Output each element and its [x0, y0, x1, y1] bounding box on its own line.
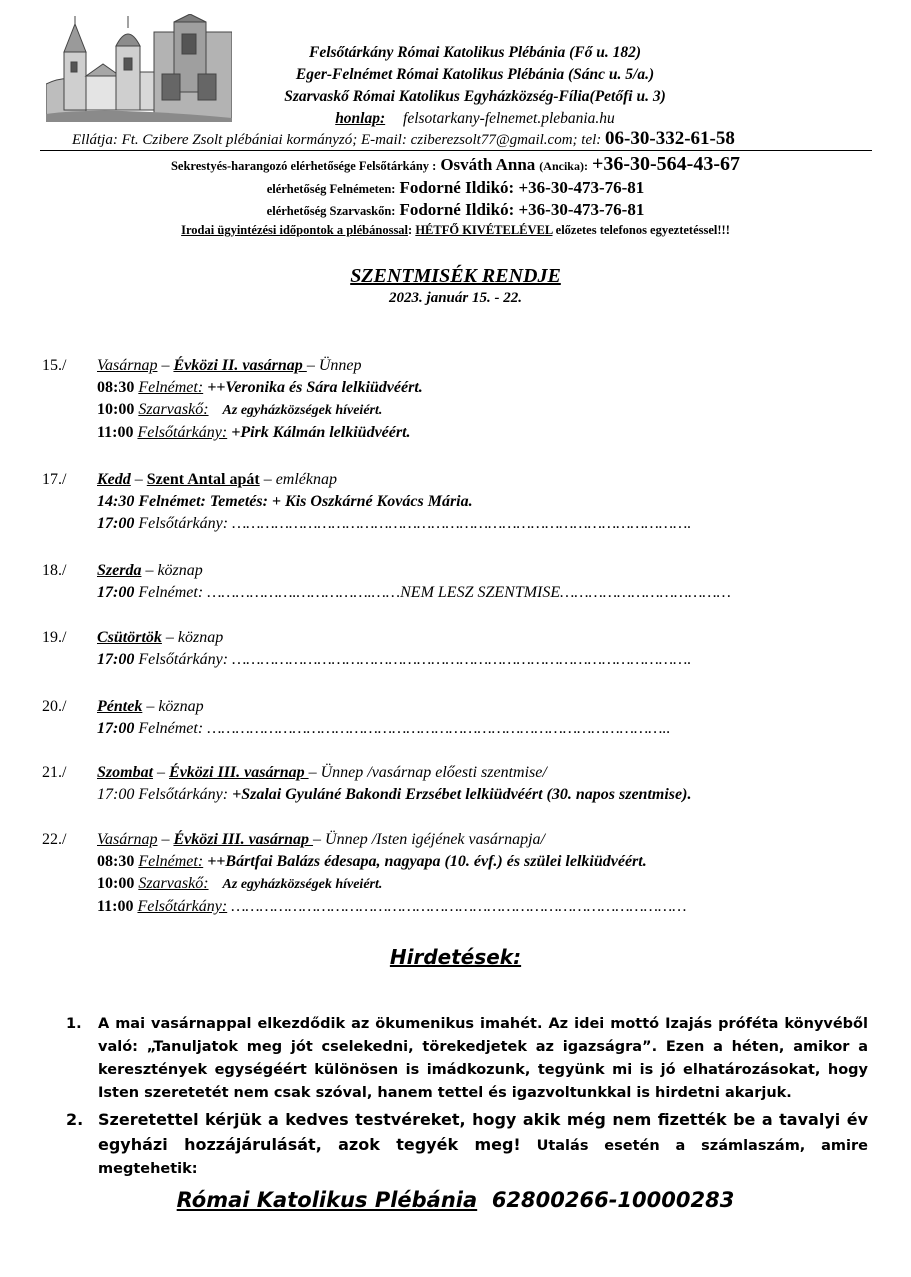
office-label: Irodai ügyintézési időpontok a plébánossal: [181, 223, 409, 237]
mass-place: Szarvaskő:: [138, 401, 209, 418]
mass-time: 17:00: [97, 786, 135, 803]
mass-row: [97, 513, 872, 535]
mass-row: [97, 873, 872, 896]
mass-intention: ……………………………………………………………………………………..: [207, 720, 671, 737]
day-heading: [97, 627, 872, 649]
mass-row: [97, 399, 872, 422]
mass-row: [97, 896, 872, 918]
day-number: 22./: [42, 831, 67, 848]
feast-type: – Ünnep: [306, 357, 362, 374]
feast-name: Évközi III. vasárnap: [169, 764, 309, 781]
mass-row: [97, 582, 872, 604]
day-22: [42, 829, 872, 918]
announcement-text: A mai vasárnappal elkezdődik az ökumenikus imahét. Az idei mottó Izajás próféta könyvéből való: „Tanuljatok meg jót cselekedni, törekedjetek az igazságra”. Ezen a héten, amikor a keresztények egységéért különösen is imádkozunk, tegyünk mi is jó elhatározásokat, hogy Isten szeretetét nem csak szóval, hanem tettel és igazvoltunkkal is hirdetni akarjuk.: [98, 1016, 868, 1101]
day-20: [42, 696, 872, 740]
feast-type: – emléknap: [259, 471, 337, 488]
contact-label: elérhetőség Felnémeten:: [266, 182, 396, 196]
day-heading: [97, 560, 872, 582]
office-note: előzetes telefonos egyeztetéssel!!!: [552, 223, 730, 237]
day-19: [42, 627, 872, 671]
contact-szarvasko: [0, 200, 911, 220]
day-number: 15./: [42, 357, 67, 374]
mass-row: [97, 784, 872, 806]
announcement-2: [66, 1108, 868, 1181]
feast-type: – Ünnep /Isten igéjének vasárnapja/: [313, 831, 545, 848]
day-heading: [97, 469, 872, 491]
feast-type: – köznap: [141, 562, 203, 579]
mass-place: Felsőtárkány:: [137, 898, 228, 915]
mass-intention: …………………………………………………………………………………….: [232, 651, 692, 668]
mass-row: [97, 377, 872, 399]
feast-type: – köznap: [161, 629, 224, 646]
mass-place: Felsőtárkány:: [138, 651, 229, 668]
day-number: 18./: [42, 562, 67, 579]
contact-value: Fodorné Ildikó: +36-30-473-76-81: [399, 200, 645, 219]
day-number: 19./: [42, 629, 67, 646]
mass-row: [97, 422, 872, 444]
priest-phone: 06-30-332-61-58: [605, 128, 735, 149]
mass-place: Felsőtárkány:: [138, 515, 229, 532]
mass-intention: ++Veronika és Sára lelkiüdvéért.: [207, 379, 423, 396]
feast-name: Évközi II. vasárnap: [173, 357, 307, 374]
mass-intention: Temetés: + Kis Oszkárné Kovács Mária.: [209, 493, 473, 510]
priest-contact: [72, 128, 872, 150]
contact-label: elérhetőség Szarvaskőn:: [266, 204, 396, 218]
contact-value: Fodorné Ildikó: +36-30-473-76-81: [399, 178, 645, 197]
day-number: 20./: [42, 698, 67, 715]
day-heading: [97, 355, 872, 377]
sep: –: [157, 831, 174, 848]
sexton-name: Osváth Anna: [440, 155, 536, 174]
mass-time: 17:00: [97, 720, 135, 737]
sep: –: [153, 764, 170, 781]
feast-name: Szent Antal apát: [146, 471, 260, 488]
day-15: [42, 355, 872, 444]
mass-time: 10:00: [97, 401, 135, 418]
mass-row: [97, 851, 872, 873]
announcement-number: 2.: [66, 1110, 84, 1129]
mass-time: 17:00: [97, 515, 135, 532]
mass-place: Felnémet:: [138, 493, 206, 510]
sep: –: [157, 357, 174, 374]
day-17: [42, 469, 872, 535]
header-divider: [40, 150, 872, 151]
day-name: Csütörtök: [97, 629, 162, 646]
mass-place: Felnémet:: [138, 720, 204, 737]
announcement-text-main: Szeretettel kérjük a kedves testvéreket, hogy akik még nem fizették be a tavalyi év egyházi hozzájárulását, azok tegyék meg!: [98, 1110, 868, 1154]
bank-name: Római Katolikus Plébánia: [176, 1188, 478, 1212]
day-name: Péntek: [97, 698, 143, 715]
schedule-dates: 2023. január 15. - 22.: [389, 290, 522, 306]
mass-time: 17:00: [97, 651, 135, 668]
mass-time: 17:00: [97, 584, 135, 601]
day-18: [42, 560, 872, 604]
bank-account-number: 62800266-10000283: [491, 1188, 735, 1212]
mass-intention: Az egyházközségek híveiért.: [222, 877, 383, 892]
mass-time: 11:00: [97, 898, 134, 915]
homepage-label: honlap:: [335, 110, 386, 127]
office-hours: [0, 223, 911, 238]
mass-place: Felnémet:: [138, 853, 204, 870]
feast-name: Évközi III. vasárnap: [173, 831, 314, 848]
homepage-link[interactable]: felsotarkany-felnemet.plebania.hu: [403, 110, 615, 127]
parish-logo-churches: [46, 14, 232, 122]
mass-time: 08:30: [97, 379, 135, 396]
mass-row: [97, 649, 872, 671]
mass-row: [97, 491, 872, 513]
priest-contact-text: Ellátja: Ft. Czibere Zsolt plébániai kormányzó; E-mail: cziberezsolt77@gmail.com; tel:: [72, 132, 602, 148]
day-name: Szombat: [97, 764, 154, 781]
announcement-1: [66, 1013, 868, 1105]
mass-row: [97, 718, 872, 740]
parish-header: [240, 42, 710, 130]
mass-place: Felsőtárkány:: [138, 786, 229, 803]
mass-time: 08:30: [97, 853, 135, 870]
schedule-title: SZENTMISÉK RENDJE: [350, 265, 561, 287]
office-sep: :: [408, 223, 416, 237]
mass-intention: …………………………………………………………………………………….: [232, 515, 692, 532]
day-21: [42, 762, 872, 806]
contact-felnemet: [0, 178, 911, 198]
sexton-nick: (Ancika):: [539, 159, 588, 173]
mass-intention: Az egyházközségek híveiért.: [222, 403, 383, 418]
mass-intention: +Szalai Gyuláné Bakondi Erzsébet lelkiüdvéért (30. napos szentmise).: [232, 786, 692, 803]
mass-intention: ……………………………………………………………………………………: [231, 898, 687, 915]
day-number: 17./: [42, 471, 67, 488]
mass-place: Felsőtárkány:: [137, 424, 228, 441]
announcement-text-tail: Utalás esetén a számlaszám, amire megtehetik:: [98, 1138, 868, 1177]
mass-intention: ……………….…………….……NEM LESZ SZENTMISE………………………………: [207, 584, 731, 601]
day-name: Vasárnap: [97, 831, 158, 848]
parish-line-1: Felsőtárkány Római Katolikus Plébánia (Fő u. 182): [309, 44, 641, 61]
sexton-phone: +36-30-564-43-67: [591, 153, 740, 175]
office-except: HÉTFŐ KIVÉTELÉVEL: [415, 223, 553, 237]
mass-time: 11:00: [97, 424, 134, 441]
parish-line-3: Szarvaskő Római Katolikus Egyházközség-Fília(Petőfi u. 3): [284, 88, 666, 105]
mass-intention: ++Bártfai Balázs édesapa, nagyapa (10. évf.) és szülei lelkiüdvéért.: [207, 853, 647, 870]
feast-type: – Ünnep /vasárnap előesti szentmise/: [308, 764, 547, 781]
announcements-title: Hirdetések:: [389, 945, 522, 969]
feast-type: – köznap: [142, 698, 204, 715]
day-heading: [97, 696, 872, 718]
sexton-contact: [0, 153, 911, 176]
bank-account-line: [0, 1188, 911, 1212]
mass-time: 10:00: [97, 875, 135, 892]
sexton-label: Sekrestyés-harangozó elérhetősége Felsőtárkány :: [170, 159, 437, 173]
mass-time: 14:30: [97, 493, 135, 510]
day-heading: [97, 829, 872, 851]
day-name: Szerda: [97, 562, 142, 579]
announcement-number: 1.: [66, 1016, 82, 1032]
parish-line-2: Eger-Felnémet Római Katolikus Plébánia (Sánc u. 5/a.): [295, 66, 655, 83]
day-name: Kedd: [97, 471, 131, 488]
day-number: 21./: [42, 764, 67, 781]
mass-place: Felnémet:: [138, 379, 204, 396]
church-sketch-icon: [46, 14, 232, 122]
day-heading: [97, 762, 872, 784]
sep: –: [130, 471, 147, 488]
mass-intention: +Pirk Kálmán lelkiüdvéért.: [231, 424, 411, 441]
mass-place: Felnémet:: [138, 584, 204, 601]
homepage-line: [240, 108, 710, 130]
day-name: Vasárnap: [97, 357, 158, 374]
mass-place: Szarvaskő:: [138, 875, 209, 892]
